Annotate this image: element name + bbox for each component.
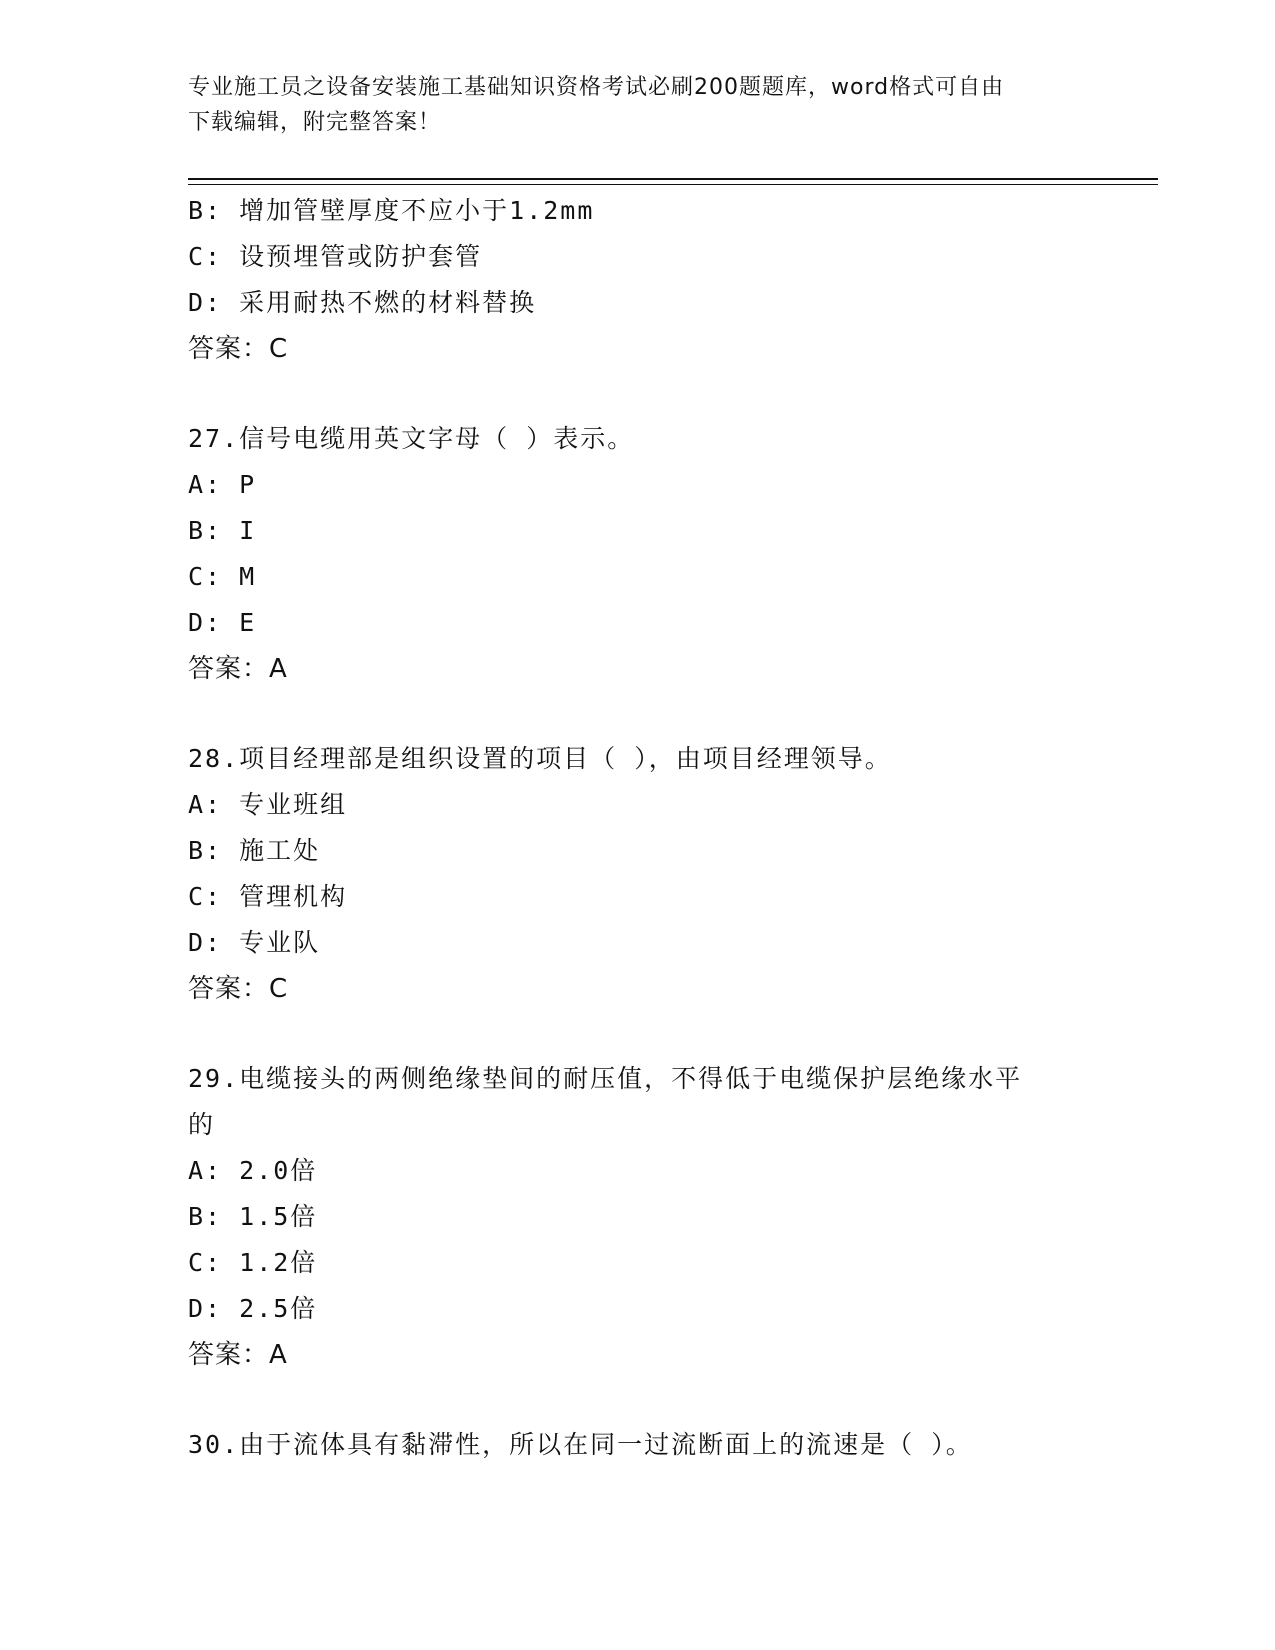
header-title-line-1: 专业施工员之设备安装施工基础知识资格考试必刷200题题库，word格式可自由	[188, 75, 1005, 100]
question-block-26	[188, 188, 1088, 372]
spacer	[188, 1378, 1088, 1422]
option-d: D: 2.5倍	[188, 1294, 318, 1323]
header-divider-thin	[188, 184, 1158, 185]
answer: 答案：A	[188, 654, 288, 684]
answer: 答案：C	[188, 974, 289, 1004]
option-c: C: 设预埋管或防护套管	[188, 242, 483, 271]
option-c: C: 1.2倍	[188, 1248, 318, 1277]
option-a: A: P	[188, 470, 257, 499]
answer: 答案：C	[188, 334, 289, 364]
answer: 答案：A	[188, 1340, 288, 1370]
option-a: A: 2.0倍	[188, 1156, 318, 1185]
question-block-27	[188, 416, 1088, 692]
option-a: A: 专业班组	[188, 790, 348, 819]
option-b: B: 增加管壁厚度不应小于1.2mm	[188, 196, 595, 225]
option-c: C: 管理机构	[188, 882, 348, 911]
question-text: 27.信号电缆用英文字母（ ）表示。	[188, 424, 635, 453]
question-block-30	[188, 1422, 1088, 1468]
question-block-28	[188, 736, 1088, 1012]
option-d: D: 采用耐热不燃的材料替换	[188, 288, 537, 317]
option-d: D: 专业队	[188, 928, 321, 957]
option-d: D: E	[188, 608, 257, 637]
option-b: B: 施工处	[188, 836, 321, 865]
option-b: B: 1.5倍	[188, 1202, 318, 1231]
spacer	[188, 372, 1088, 416]
question-text: 28.项目经理部是组织设置的项目（ ），由项目经理领导。	[188, 744, 892, 773]
spacer	[188, 692, 1088, 736]
spacer	[188, 1012, 1088, 1056]
header-title-line-2: 下载编辑，附完整答案！	[188, 110, 442, 135]
question-text-line-2: 的	[188, 1110, 216, 1139]
question-text-line-1: 29.电缆接头的两侧绝缘垫间的耐压值，不得低于电缆保护层绝缘水平	[188, 1064, 1023, 1093]
header-divider-thick	[188, 178, 1158, 180]
question-text: 30.由于流体具有黏滞性，所以在同一过流断面上的流速是（ ）。	[188, 1430, 973, 1459]
question-block-29	[188, 1056, 1088, 1378]
option-b: B: I	[188, 516, 257, 545]
question-list	[188, 188, 1088, 1468]
option-c: C: M	[188, 562, 257, 591]
document-header	[188, 70, 1068, 140]
